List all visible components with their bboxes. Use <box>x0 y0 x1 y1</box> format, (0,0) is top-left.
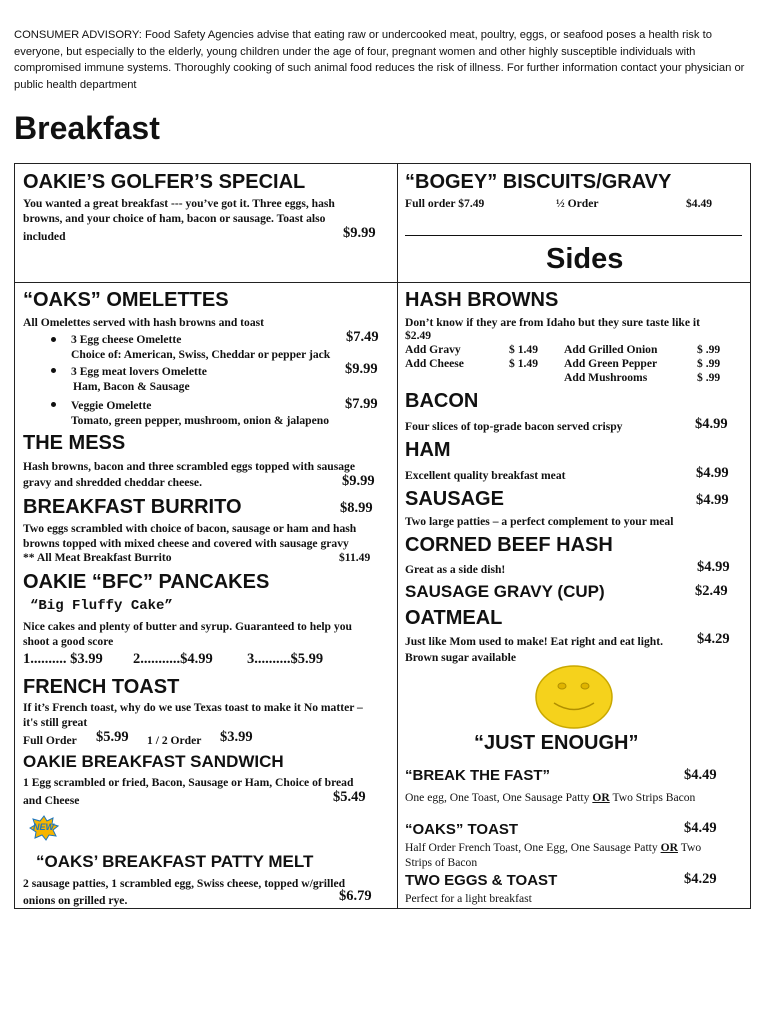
meat-burrito-label: ** All Meat Breakfast Burrito <box>23 551 172 564</box>
omelette-item-name: 3 Egg meat lovers Omelette <box>71 365 207 378</box>
golfer-special-desc: browns, and your choice of ham, bacon or sausage. Toast also <box>23 212 326 225</box>
oaks-toast-desc-c: Strips of Bacon <box>405 856 478 869</box>
hash-browns-desc: Don’t know if they are from Idaho but they sure taste like it <box>405 316 700 329</box>
corned-beef-desc: Great as a side dish! <box>405 563 506 576</box>
addon-label: Add Grilled Onion <box>564 343 658 356</box>
bullet-icon <box>51 368 56 373</box>
omelette-item-price: $7.99 <box>345 396 378 412</box>
omelette-item-detail: Choice of: American, Swiss, Cheddar or pepper jack <box>71 348 331 361</box>
two-eggs-title: TWO EGGS & TOAST <box>405 872 558 889</box>
omelette-item-name: Veggie Omelette <box>71 399 152 412</box>
just-enough-title: “JUST ENOUGH” <box>474 732 639 754</box>
french-toast-half-label: 1 / 2 Order <box>147 734 202 747</box>
smiley-face-icon <box>534 664 614 730</box>
addon-price: $ .99 <box>697 343 721 356</box>
ham-title: HAM <box>405 439 451 461</box>
oaks-toast-desc-a: Half Order French Toast, One Egg, One Sausage Patty <box>405 841 658 854</box>
french-toast-desc: it's still great <box>23 716 88 729</box>
sausage-gravy-title: SAUSAGE GRAVY (CUP) <box>405 582 605 601</box>
golfer-special-desc: included <box>23 230 66 243</box>
two-eggs-price: $4.29 <box>684 871 717 887</box>
pancake-price-1: 1.......... $3.99 <box>23 651 103 667</box>
burrito-desc: Two eggs scrambled with choice of bacon, sausage or ham and hash <box>23 522 357 535</box>
consumer-advisory: CONSUMER ADVISORY: Food Safety Agencies advise that eating raw or undercooked meat, poultry, eggs, or seafood poses a health risk to everyone, but especially to the elderly, young children under the age of four, pregnant women and other highly susceptible individuals with compromised immune systems. Thoroughly cooking of such animal food reduces the risk of illness. For further information contact your physician or public health department <box>14 29 745 91</box>
omelettes-intro: All Omelettes served with hash browns and toast <box>23 316 265 329</box>
sausage-title: SAUSAGE <box>405 488 504 510</box>
golfer-special-title: OAKIE’S GOLFER’S SPECIAL <box>23 171 306 193</box>
patty-melt-title: “OAKS’ BREAKFAST PATTY MELT <box>36 852 314 871</box>
break-the-fast-desc <box>405 790 695 805</box>
mess-desc: Hash browns, bacon and three scrambled eggs topped with sausage <box>23 460 355 473</box>
meat-burrito-price: $11.49 <box>339 551 371 564</box>
patty-melt-desc: 2 sausage patties, 1 scrambled egg, Swiss cheese, topped w/grilled <box>23 877 346 890</box>
addon-price: $ 1.49 <box>509 357 538 370</box>
oaks-toast-price: $4.49 <box>684 820 717 836</box>
hash-browns-price: $2.49 <box>405 329 432 342</box>
patty-melt-price: $6.79 <box>339 888 372 904</box>
bullet-icon <box>51 402 56 407</box>
french-toast-full-price: $5.99 <box>96 729 129 745</box>
mess-title: THE MESS <box>23 432 126 454</box>
golfer-special-price: $9.99 <box>343 225 376 241</box>
sausage-gravy-price: $2.49 <box>695 583 728 599</box>
ham-desc: Excellent quality breakfast meat <box>405 469 566 482</box>
mess-price: $9.99 <box>342 473 375 489</box>
addon-price: $ .99 <box>697 357 721 370</box>
sides-title: Sides <box>546 243 624 275</box>
french-toast-half-price: $3.99 <box>220 729 253 745</box>
corned-beef-price: $4.99 <box>697 559 730 575</box>
pancake-price-2: 2...........$4.99 <box>133 651 213 667</box>
oatmeal-title: OATMEAL <box>405 607 503 629</box>
oatmeal-desc: Just like Mom used to make! Eat right and eat light. <box>405 635 663 648</box>
oatmeal-desc: Brown sugar available <box>405 651 517 664</box>
two-eggs-desc: Perfect for a light breakfast <box>405 892 532 905</box>
column-divider <box>397 163 398 909</box>
biscuits-half-label: ½ Order <box>556 197 599 210</box>
break-the-fast-price: $4.49 <box>684 767 717 783</box>
biscuits-half-price: $4.49 <box>686 197 713 210</box>
addon-label: Add Cheese <box>405 357 464 370</box>
biscuits-title: “BOGEY” BISCUITS/GRAVY <box>405 171 672 193</box>
pancakes-title: OAKIE “BFC” PANCAKES <box>23 571 270 593</box>
sausage-desc: Two large patties – a perfect complement to your meal <box>405 515 674 528</box>
break-the-fast-desc-a: One egg, One Toast, One Sausage Patty <box>405 791 590 804</box>
biscuits-full-order: Full order $7.49 <box>405 197 485 210</box>
separator-line <box>405 235 742 236</box>
new-badge-text: NEW <box>33 822 54 832</box>
golfer-special-desc: You wanted a great breakfast --- you’ve got it. Three eggs, hash <box>23 197 335 210</box>
sausage-price: $4.99 <box>696 492 729 508</box>
oaks-toast-desc-b: Two <box>680 841 702 854</box>
addon-price: $ 1.49 <box>509 343 538 356</box>
page-title: Breakfast <box>14 110 160 146</box>
addon-label: Add Gravy <box>405 343 461 356</box>
ham-price: $4.99 <box>696 465 729 481</box>
burrito-price: $8.99 <box>340 500 373 516</box>
new-badge-icon <box>29 815 59 841</box>
break-the-fast-title: “BREAK THE FAST” <box>405 767 551 784</box>
sandwich-title: OAKIE BREAKFAST SANDWICH <box>23 752 284 771</box>
french-toast-desc: If it’s French toast, why do we use Texas toast to make it No matter – <box>23 701 363 714</box>
addon-label: Add Green Pepper <box>564 357 658 370</box>
or-emphasis: OR <box>592 791 610 804</box>
corned-beef-title: CORNED BEEF HASH <box>405 534 613 556</box>
patty-melt-desc: onions on grilled rye. <box>23 894 128 907</box>
mess-desc: gravy and shredded cheddar cheese. <box>23 476 202 489</box>
pancakes-desc: Nice cakes and plenty of butter and syrup. Guaranteed to help you <box>23 620 352 633</box>
hash-browns-title: HASH BROWNS <box>405 289 559 311</box>
omelette-item-detail: Tomato, green pepper, mushroom, onion & jalapeno <box>71 414 329 427</box>
omelettes-title: “OAKS” OMELETTES <box>23 289 229 311</box>
sandwich-price: $5.49 <box>333 789 366 805</box>
sandwich-desc: and Cheese <box>23 794 80 807</box>
oaks-toast-desc <box>405 840 701 855</box>
omelette-item-price: $7.49 <box>346 329 379 345</box>
pancake-price-3: 3..........$5.99 <box>247 651 324 667</box>
pancakes-subtitle: “Big Fluffy Cake” <box>30 598 173 614</box>
bacon-desc: Four slices of top-grade bacon served crispy <box>405 420 623 433</box>
burrito-desc: browns topped with mixed cheese and covered with sausage gravy <box>23 537 349 550</box>
omelette-item-price: $9.99 <box>345 361 378 377</box>
break-the-fast-desc-b: Two Strips Bacon <box>612 791 696 804</box>
bacon-title: BACON <box>405 390 479 412</box>
bacon-price: $4.99 <box>695 416 728 432</box>
row-divider <box>14 282 751 283</box>
french-toast-full-label: Full Order <box>23 734 77 747</box>
french-toast-title: FRENCH TOAST <box>23 676 180 698</box>
oaks-toast-title: “OAKS” TOAST <box>405 821 519 838</box>
pancakes-desc: shoot a good score <box>23 635 114 648</box>
sandwich-desc: 1 Egg scrambled or fried, Bacon, Sausage or Ham, Choice of bread <box>23 776 354 789</box>
omelette-item-name: 3 Egg cheese Omelette <box>71 333 182 346</box>
addon-label: Add Mushrooms <box>564 371 648 384</box>
oatmeal-price: $4.29 <box>697 631 730 647</box>
omelette-item-detail: Ham, Bacon & Sausage <box>73 380 190 393</box>
addon-price: $ .99 <box>697 371 721 384</box>
or-emphasis: OR <box>660 841 678 854</box>
bullet-icon <box>51 337 56 342</box>
burrito-title: BREAKFAST BURRITO <box>23 496 242 518</box>
